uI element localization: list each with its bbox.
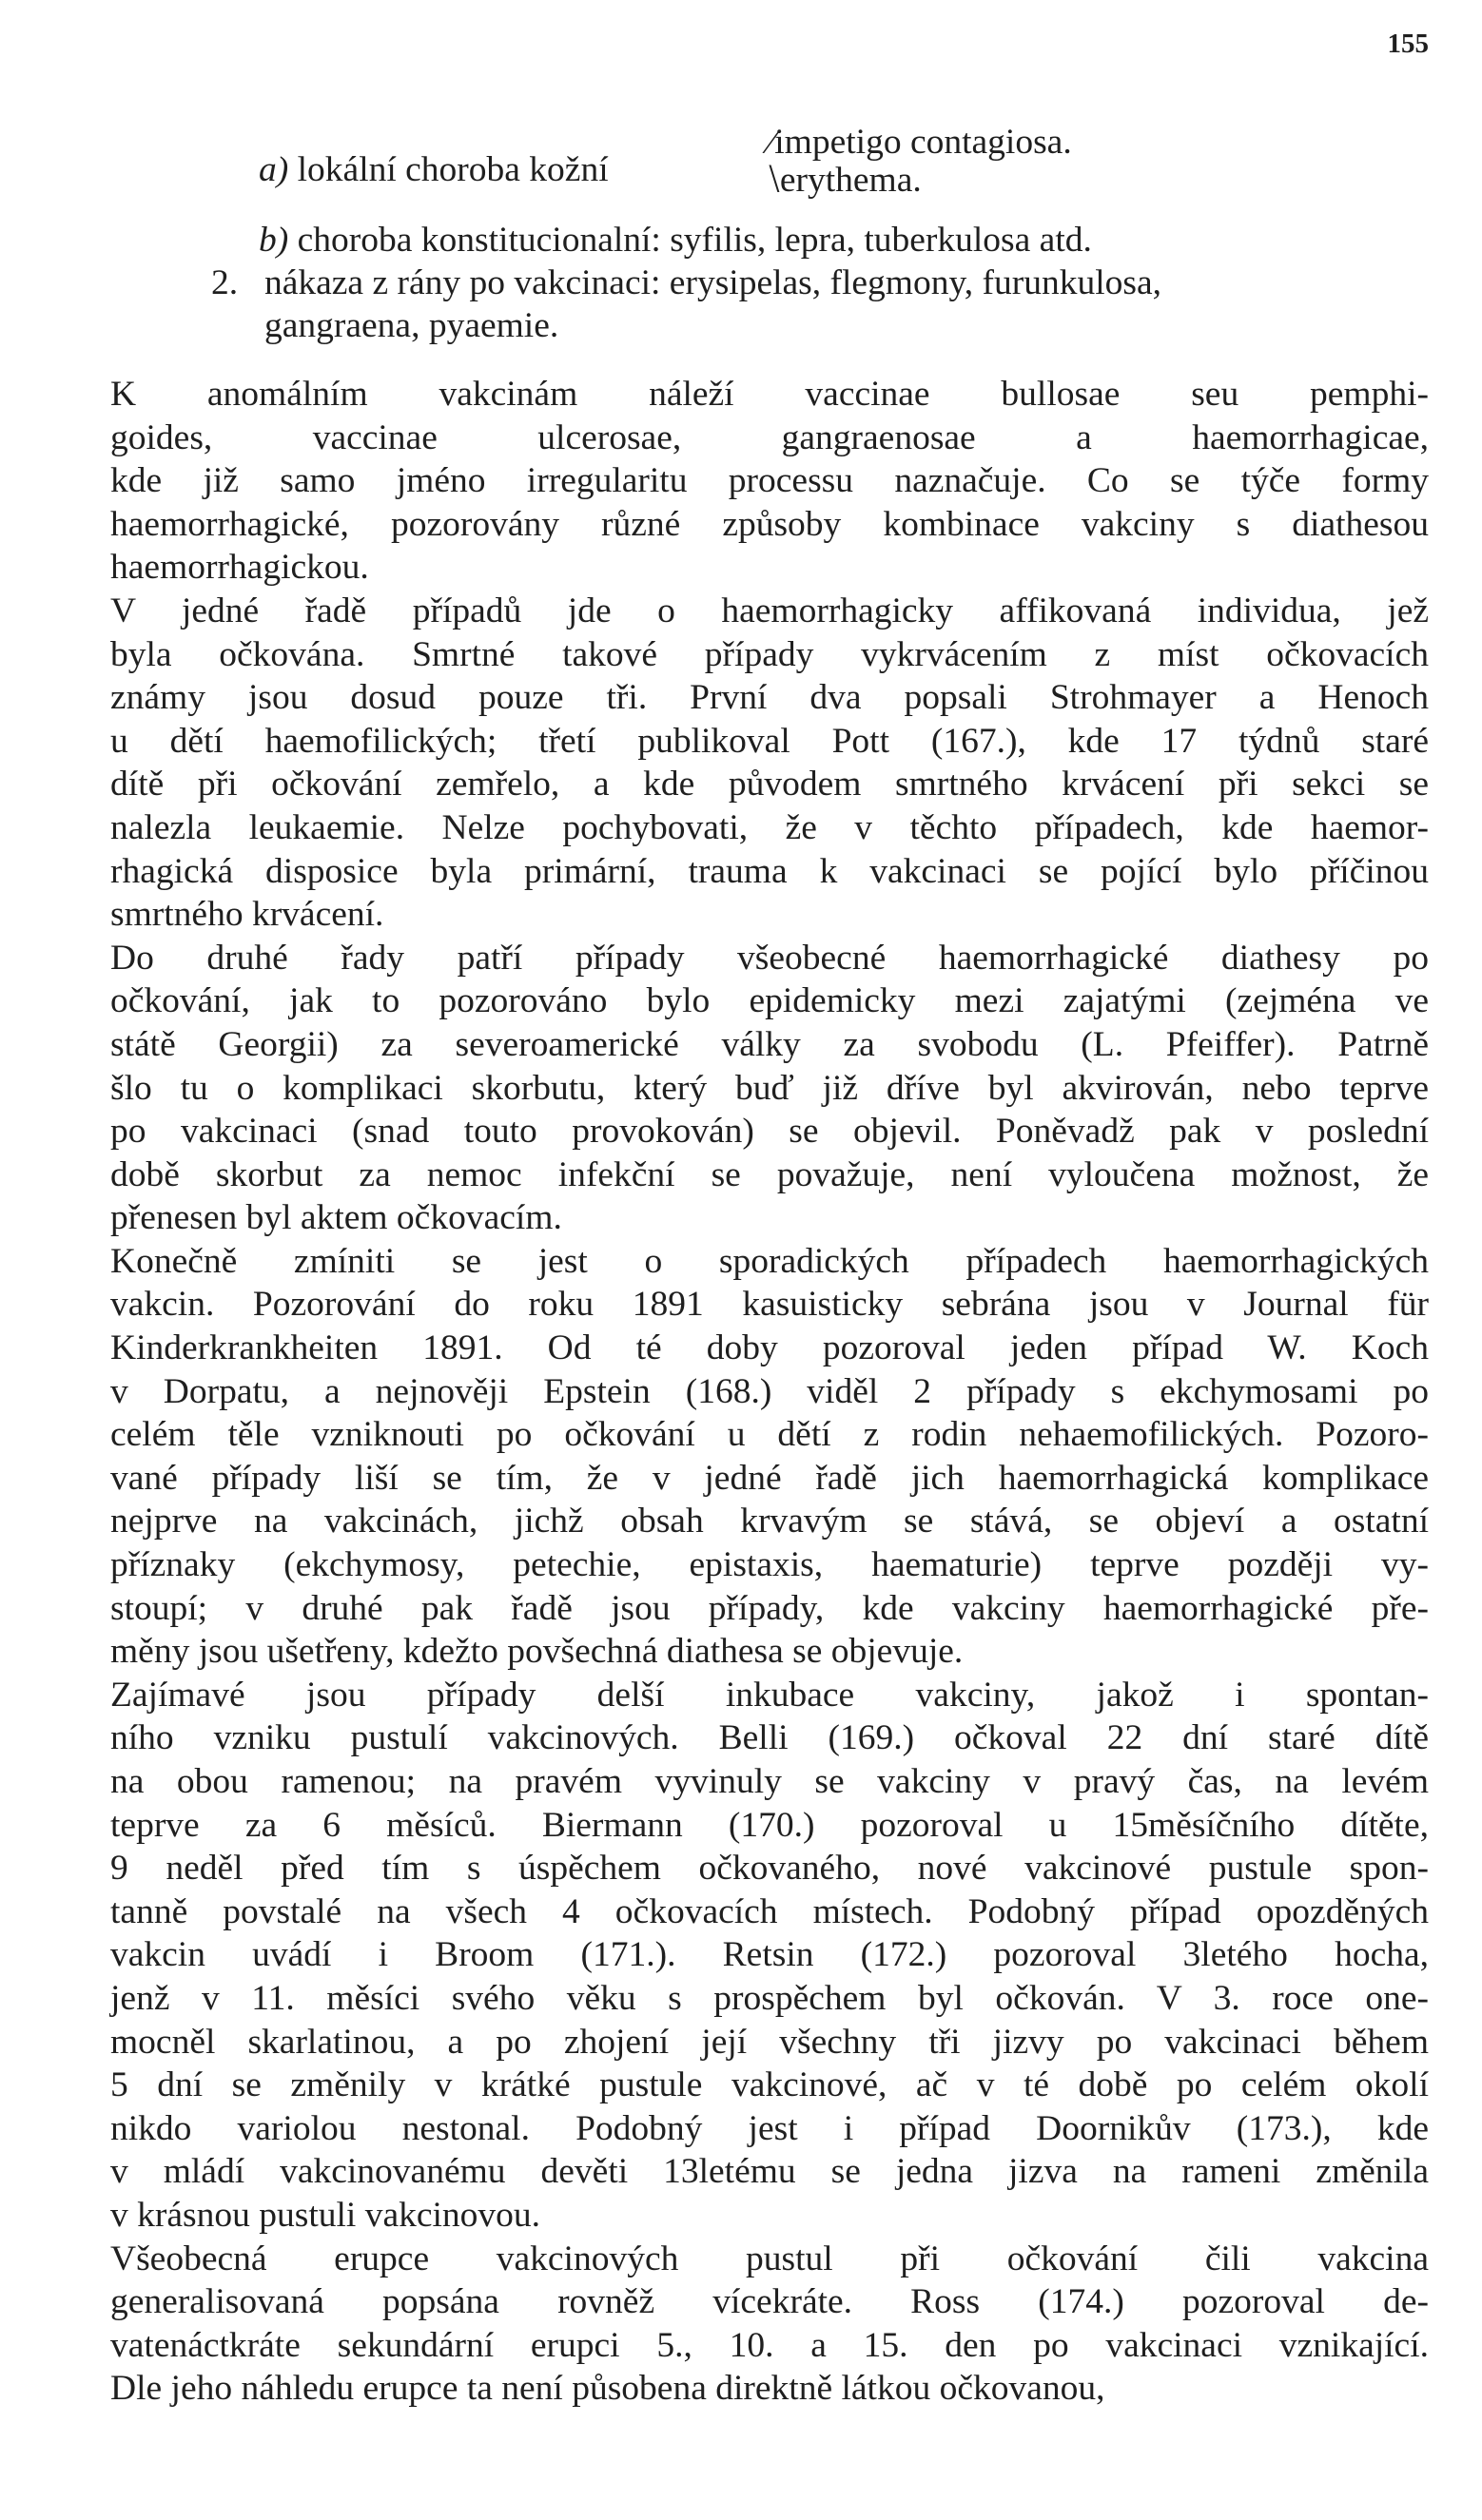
text-line: v Dorpatu, a nejnověji Epstein (168.) viděl 2 případy s ekchymosami po — [110, 1371, 1429, 1411]
text-line: Do druhé řady patří případy všeobecné haemorrhagické diathesy po — [110, 938, 1429, 978]
paragraph — [55, 1674, 1429, 2238]
text-line: nalezla leukaemie. Nelze pochybovati, že v těchto případech, kde haemor- — [110, 807, 1429, 847]
list-item-text: nákaza z rány po vakcinaci: erysipelas, flegmony, furunkulosa, — [264, 263, 1162, 302]
list-item-b — [259, 219, 1092, 262]
text-line: V jedné řadě případů jde o haemorrhagicky affikovaná individua, jež — [110, 591, 1429, 630]
bracket-icon: ⁄ — [769, 123, 775, 162]
text-line: vakcin. Pozorování do roku 1891 kasuisticky sebrána jsou v Journal für — [110, 1285, 1429, 1325]
bracket-icon: ⧵ — [769, 161, 780, 200]
text-line: Konečně zmíniti se jest o sporadických případech haemorrhagických — [110, 1241, 1429, 1281]
text-line: vatenáctkráte sekundární erupci 5., 10. a 15. den po vakcinaci vznikající. — [110, 2325, 1429, 2365]
text-line: smrtného krvácení. — [110, 895, 384, 935]
text-line: byla očkována. Smrtné takové případy vykrvácením z míst očkovacích — [110, 634, 1429, 674]
text-line: měny jsou ušetřeny, kdežto povšechná diathesa se objevuje. — [110, 1632, 964, 1672]
paragraph — [55, 937, 1429, 1240]
page-number: 155 — [1387, 29, 1429, 59]
text-line: příznaky (ekchymosy, petechie, epistaxis, haematurie) teprve později vy- — [110, 1545, 1429, 1585]
branch-item: impetigo contagiosa. — [774, 123, 1072, 162]
text-line: očkování, jak to pozorováno bylo epidemicky mezi zajatými (zejména ve — [110, 981, 1429, 1021]
list-item-text: lokální choroba kožní — [297, 150, 609, 189]
paragraph — [55, 373, 1429, 590]
text-line: vakcin uvádí i Broom (171.). Retsin (172.) pozoroval 3letého hocha, — [110, 1935, 1429, 1975]
text-line: známy jsou dosud pouze tři. První dva popsali Strohmayer a Henoch — [110, 678, 1429, 718]
text-line: Dle jeho náhledu erupce ta není působena direktně látkou očkovanou, — [110, 2369, 1105, 2409]
text-line: rhagická disposice byla primární, trauma k vakcinaci se pojící bylo příčinou — [110, 851, 1429, 891]
list-item-text-continued: gangraena, pyaemie. — [264, 306, 559, 345]
text-line: v krásnou pustuli vakcinovou. — [110, 2195, 541, 2235]
list-item-text: choroba konstitucionalní: syfilis, lepra, tuberkulosa atd. — [297, 221, 1092, 260]
list-item-label: b) — [259, 221, 289, 260]
paragraph — [55, 2238, 1429, 2411]
text-line: teprve za 6 měsíců. Biermann (170.) pozoroval u 15měsíčního dítěte, — [110, 1805, 1429, 1845]
text-line: Kinderkrankheiten 1891. Od té doby pozoroval jeden případ W. Koch — [110, 1328, 1429, 1368]
list-item-2 — [211, 262, 1429, 347]
text-line: v mládí vakcinovanému devěti 13letému se jedna jizva na rameni změnila — [110, 2152, 1429, 2192]
text-line: stoupí; v druhé pak řadě jsou případy, kde vakciny haemorrhagické pře- — [110, 1588, 1429, 1628]
text-line: ního vzniku pustulí vakcinových. Belli (169.) očkoval 22 dní staré dítě — [110, 1718, 1429, 1758]
text-line: Všeobecná erupce vakcinových pustul při očkování čili vakcina — [110, 2239, 1429, 2278]
text-line: přenesen byl aktem očkovacím. — [110, 1198, 562, 1238]
text-line: generalisovaná popsána rovněž vícekráte. Ross (174.) pozoroval de- — [110, 2282, 1429, 2322]
list-item-label: a) — [259, 150, 289, 189]
text-line: 9 neděl před tím s úspěchem očkovaného, nové vakcinové pustule spon- — [110, 1849, 1429, 1889]
text-line: haemorrhagické, pozorovány různé způsoby kombinace vakciny s diathesou — [110, 504, 1429, 544]
text-line: státě Georgii) za severoamerické války za svobodu (L. Pfeiffer). Patrně — [110, 1024, 1429, 1064]
text-line: na obou ramenou; na pravém vyvinuly se vakciny v pravý čas, na levém — [110, 1762, 1429, 1801]
paragraph — [55, 590, 1429, 937]
paragraph — [55, 1240, 1429, 1674]
list-item-number: 2. — [211, 263, 239, 302]
text-line: 5 dní se změnily v krátké pustule vakcinové, ač v té době po celém okolí — [110, 2065, 1429, 2105]
text-line: dítě při očkování zemřelo, a kde původem smrtného krvácení při sekci se — [110, 765, 1429, 804]
text-line: tanně povstalé na všech 4 očkovacích místech. Podobný případ opozděných — [110, 1891, 1429, 1931]
branch-bracket-upper — [769, 124, 1072, 162]
text-line: goides, vaccinae ulcerosae, gangraenosae a haemorrhagicae, — [110, 417, 1429, 457]
text-line: u dětí haemofilických; třetí publikoval Pott (167.), kde 17 týdnů staré — [110, 721, 1429, 761]
body-text — [55, 373, 1429, 2411]
branch-item: erythema. — [779, 161, 922, 200]
text-line: šlo tu o komplikaci skorbutu, který buď již dříve byl akvirován, nebo teprve — [110, 1068, 1429, 1108]
text-line: jenž v 11. měsíci svého věku s prospěchem byl očkován. V 3. roce one- — [110, 1978, 1429, 2018]
text-line: nejprve na vakcinách, jichž obsah krvavým se stává, se objeví a ostatní — [110, 1502, 1429, 1541]
list-item-a-branches — [769, 124, 1072, 200]
text-line: kde již samo jméno irregularitu processu naznačuje. Co se týče formy — [110, 461, 1429, 501]
branch-bracket-lower — [769, 162, 1072, 200]
text-line: nikdo variolou nestonal. Podobný jest i případ Doornikův (173.), kde — [110, 2108, 1429, 2148]
text-line: haemorrhagickou. — [110, 548, 369, 588]
text-line: K anomálním vakcinám náleží vaccinae bullosae seu pemphi- — [110, 375, 1429, 414]
text-line: mocněl skarlatinou, a po zhojení její všechny tři jizvy po vakcinaci během — [110, 2022, 1429, 2062]
list-item-a — [259, 148, 609, 191]
text-line: vané případy liší se tím, že v jedné řadě jich haemorrhagická komplikace — [110, 1458, 1429, 1498]
text-line: po vakcinaci (snad touto provokován) se objevil. Poněvadž pak v poslední — [110, 1112, 1429, 1152]
text-line: Zajímavé jsou případy delší inkubace vakciny, jakož i spontan- — [110, 1675, 1429, 1715]
text-line: době skorbut za nemoc infekční se považuje, není vyloučena možnost, že — [110, 1154, 1429, 1194]
text-line: celém těle vzniknouti po očkování u dětí z rodin nehaemofilických. Pozoro- — [110, 1415, 1429, 1455]
